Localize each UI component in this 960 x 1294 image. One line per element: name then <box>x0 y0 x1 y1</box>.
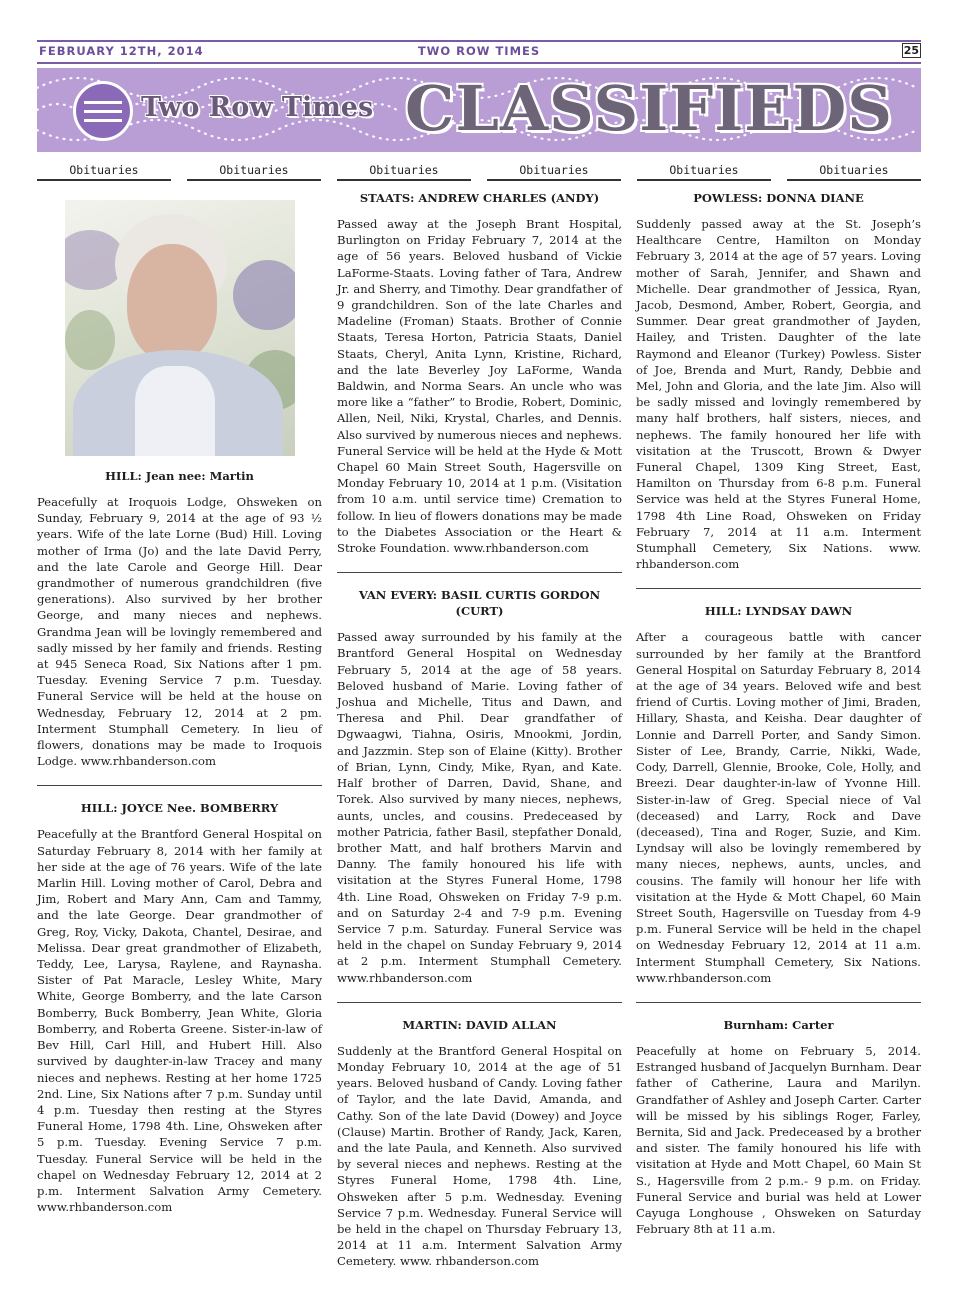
obituary-heading: HILL: LYNDSAY DAWN <box>704 604 853 619</box>
tab-obituaries: Obituaries <box>787 163 921 181</box>
obituary-text: Peacefully at the Brantford General Hospital on Saturday February 8, 2014 with her family at her side at the age of 76 years. Wife of the late Marlin Hill. Loving mother of Carol, Debra and Jim, Robert and Mary Ann, Cam and Tammy, and the late George. Dear grandmother of Greg, Roy, Vicky, Dakota, Chantel, Desirae, and Melissa. Dear great grandmother of Elizabeth, Teddy, Lee, Larysa, Raylene, and Raynasha. Sister of Pat Maracle, Lesley White, Mary White, George Bomberry, and the late Carson Bomberry, Buck Bomberry, Jean White, Gloria Bomberry, and Roberta Greene. Sister-in-law of Bev Hill, Carl Hill, and Hubert Hill. Also survived by daughter-in-law Tracey and many nieces and nephews. Resting at her home 1725 2nd. Line, Six Nations after 7 p.m. Sunday until 4 p.m. Tuesday then resting at the Styres Funeral Home, 1798 4th. Line, Ohsweken after 5 p.m. Tuesday. Evening Service 7 p.m. Tuesday. Funeral Service will be held in the chapel on Wednesday February 12, 2014 at 2 p.m. Interment Salvation Army Cemetery. www.rhbanderson.com <box>37 827 322 1215</box>
divider <box>37 785 322 786</box>
divider <box>636 588 921 589</box>
column-3 <box>636 190 921 1237</box>
divider <box>636 1002 921 1003</box>
obituary-text: Suddenly passed away at the St. Joseph’s Healthcare Centre, Hamilton on Monday February 3, 2014 at the age of 57 years. Loving mother of Sarah, Jennifer, and Shawn and Michelle. Dear grandmother of Jessica, Ryan, Jacob, Desmond, Amber, Robert, Georgia, and Summer. Dear great grandmother of Jayden, Hailey, and Tristen. Daughter of the late Raymond and Eleanor (Turkey) Powless. Sister of Joe, Brenda and Murt, Randy, Debbie and Mel, John and Gloria, and the late Jim. Also will be sadly missed and lovingly remembered by many half brothers, half sisters, nieces, and nephews. The family honoured her life with visitation at the Truscott, Brown & Dwyer Funeral Chapel, 1309 King Street, East, Hamilton on Thursday from 6-8 p.m. Funeral Service was held at the Styres Funeral Home, 1798 4th Line Road, Ohsweken on Friday February 7, 2014 at 11 a.m. Interment Stumphall Cemetery, Six Nations. www. rhbanderson.com <box>636 217 921 572</box>
obituary-text: Peacefully at home on February 5, 2014. Estranged husband of Jacquelyn Burnham. Dear father of Catherine, Laura and Marilyn. Grandfather of Ashley and Joseph Carter. Carter will be missed by his siblings Roger, Farley, Bernita, Sid and Jack. Predeceased by a brother and sister. The family honoured his life with visitation at Hyde and Mott Chapel, 60 Main St S., Hagersville from 2 p.m.- 9 p.m. on Friday. Funeral Service and burial was held at Lower Cayuga Longhouse , Ohsweken on Saturday February 8th at 11 a.m. <box>636 1043 921 1237</box>
section-tabs <box>37 163 921 181</box>
obituary-heading: Burnham: Carter <box>723 1017 834 1032</box>
paper-name: TWO ROW TIMES <box>417 44 541 58</box>
column-1 <box>37 190 322 1215</box>
obituary-text: Passed away surrounded by his family at the Brantford General Hospital on Wednesday February 5, 2014 at the age of 58 years. Beloved husband of Marie. Loving father of Joshua and Michelle, Titus and Dawn, and Theresa and Phil. Dear grandfather of Dgwaagwi, Tiahna, Osiris, Mnookmi, Jordin, and Jazzmin. Step son of Elaine (Kitty). Brother of Brian, Lynn, Cindy, Mike, Ryan, and Kate. Half brother of Darren, David, Shane, and Torek. Also survived by many nieces, nephews, aunts, uncles, and cousins. Predeceased by mother Patricia, father Basil, stepfather Donald, brother Matt, and half brothers Marvin and Danny. The family honoured his life with visitation at the Styres Funeral Home, 1798 4th. Line Road, Ohsweken on Friday 7-9 p.m. and on Saturday 2-4 and 7-9 p.m. Evening Service 7 p.m. Saturday. Funeral Service was held in the chapel on Sunday February 9, 2014 at 2 p.m. Interment Stumphall Cemetery. www.rhbanderson.com <box>337 630 622 985</box>
divider <box>337 1002 622 1003</box>
obituary-photo <box>65 200 295 456</box>
page-number: 25 <box>903 44 919 57</box>
obituary-heading: VAN EVERY: BASIL CURTIS GORDON (CURT) <box>358 588 601 619</box>
tab-obituaries: Obituaries <box>487 163 621 181</box>
section-title: CLASSIFIEDS <box>405 72 894 145</box>
tab-obituaries: Obituaries <box>337 163 471 181</box>
column-2 <box>337 190 622 1270</box>
tab-obituaries: Obituaries <box>37 163 171 181</box>
obituary-heading: MARTIN: DAVID ALLAN <box>402 1017 557 1032</box>
two-row-logo-icon <box>73 81 133 141</box>
divider <box>337 572 622 573</box>
page-header-bar <box>37 40 921 64</box>
obituary-text: Passed away at the Joseph Brant Hospital, Burlington on Friday February 7, 2014 at the age of 56 years. Beloved husband of Vickie LaForme-Staats. Loving father of Tara, Andrew Jr. and Sherry, and Timothy. Dear grandfather of 9 grandchildren. Son of the late Charles and Madeline (Froman) Staats. Brother of Connie Staats, Teresa Horton, Patricia Staats, Daniel Staats, Cheryl, Anita Lynn, Kristine, Richard, and the late Beverley Joy LaForme, Wanda Baldwin, and Norma Sears. An uncle who was more like a “father” to Brodie, Robert, Dominic, Allen, Neil, Niki, Krystal, Charles, and Dennis. Also survived by numerous nieces and nephews. Funeral Service will be held at the Hyde & Mott Chapel 60 Main Street South, Hagersville on Monday February 10, 2014 at 1 p.m. (Visitation from 10 a.m. until service time) Cremation to follow. In lieu of flowers donations may be made to the Diabetes Association or the Heart & Stroke Foundation. www.rhbanderson.com <box>337 217 622 556</box>
obituary-text: After a courageous battle with cancer surrounded by her family at the Brantford General Hospital on Saturday February 8, 2014 at the age of 34 years. Beloved wife and best friend of Curtis. Loving mother of Jimi, Braden, Hillary, Shasta, and Keisha. Dear daughter of Lonnie and Darrell Porter, and Sandy Simon. Sister of Lee, Brandy, Carrie, Nikki, Wade, Cody, Darrell, Glennie, Brooke, Cole, Holly, and Breezi. Dear daughter-in-law of Yvonne Hill. Sister-in-law of Greg. Special niece of Val (deceased) and Larry, Rock and Dave (deceased), Tina and Roger, Suzie, and Kim. Lyndsay will also be lovingly remembered by many nieces, nephews, aunts, uncles, and cousins. The family will honour her life with visitation at the Hyde & Mott Chapel, 60 Main Street South, Hagersville on Tuesday from 4-9 p.m. Funeral Service will be held in the chapel on Wednesday February 12, 2014 at 11 a.m. Interment Stumphall Cemetery, Six Nations. www.rhbanderson.com <box>636 630 921 985</box>
tab-obituaries: Obituaries <box>637 163 771 181</box>
brand-name: Two Row Times <box>141 92 374 123</box>
obituary-heading: STAATS: ANDREW CHARLES (ANDY) <box>359 191 600 205</box>
obituary-heading: HILL: Jean nee: Martin <box>105 469 254 483</box>
obituary-heading: POWLESS: DONNA DIANE <box>693 191 864 205</box>
tab-obituaries: Obituaries <box>187 163 321 181</box>
obituary-text: Suddenly at the Brantford General Hospital on Monday February 10, 2014 at the age of 51 years. Beloved husband of Candy. Loving father of Taylor, and the late David, Amanda, and Cathy. Son of the late David (Dowey) and Joyce (Clause) Martin. Brother of Randy, Jack, Karen, and the late Paula, and Kenneth. Also survived by several nieces and nephews. Resting at the Styres Funeral Home, 1798 4th. Line, Ohsweken after 5 p.m. Wednesday. Evening Service 7 p.m. Wednesday. Funeral Service will be held in the chapel on Thursday February 13, 2014 at 11 a.m. Interment Salvation Army Cemetery. www. rhbanderson.com <box>337 1043 622 1269</box>
issue-date: FEBRUARY 12TH, 2014 <box>39 44 204 58</box>
classifieds-banner <box>37 68 921 152</box>
obituary-heading: HILL: JOYCE Nee. BOMBERRY <box>80 801 279 816</box>
obituary-text: Peacefully at Iroquois Lodge, Ohsweken on Sunday, February 9, 2014 at the age of 93 ½ years. Wife of the late Lorne (Bud) Hill. Loving mother of Irma (Jo) and the late David Perry, and the late Carole and George Hill. Dear grandmother of numerous grandchildren (five generations). Also survived by her brother George, and many nieces and nephews. Grandma Jean will be lovingly remembered and sadly missed by her family and friends. Resting at 945 Seneca Road, Six Nations after 1 pm. Tuesday. Evening Service 7 p.m. Tuesday. Funeral Service will be held at the house on Wednesday, February 12, 2014 at 2 pm. Interment Stumphall Cemetery. In lieu of flowers, donations may be made to Iroquois Lodge. www.rhbanderson.com <box>37 495 322 769</box>
